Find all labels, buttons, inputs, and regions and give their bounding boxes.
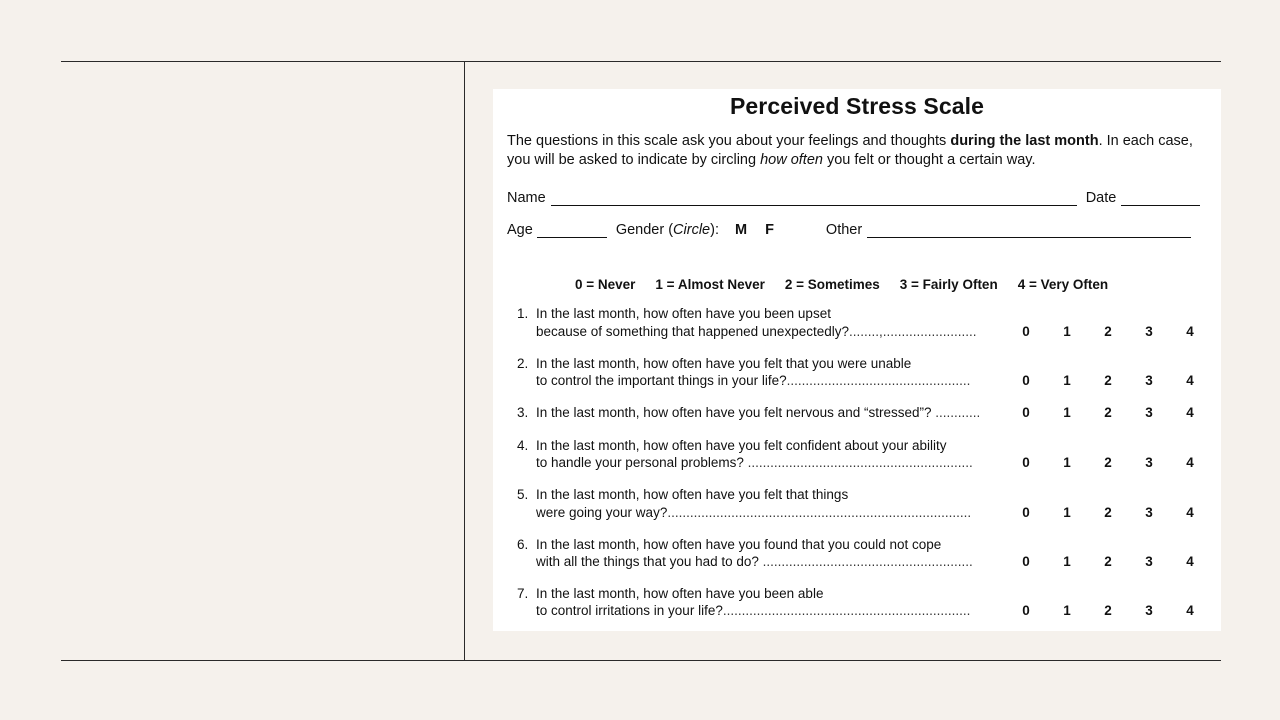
option-0[interactable]: 0 [1022,455,1030,470]
option-1[interactable]: 1 [1063,455,1071,470]
top-rule [61,61,1221,62]
option-4[interactable]: 4 [1186,455,1194,470]
option-0[interactable]: 0 [1022,405,1030,420]
option-2[interactable]: 2 [1104,405,1112,420]
option-2[interactable]: 2 [1104,455,1112,470]
option-3[interactable]: 3 [1145,455,1153,470]
column-divider [464,61,465,661]
legend-item: 1 = Almost Never [655,277,765,292]
option-4[interactable]: 4 [1186,603,1194,618]
option-3[interactable]: 3 [1145,405,1153,420]
legend-item: 3 = Fairly Often [899,277,998,292]
option-2[interactable]: 2 [1104,554,1112,569]
option-4[interactable]: 4 [1186,505,1194,520]
option-4[interactable]: 4 [1186,405,1194,420]
date-label: Date [1085,190,1117,206]
legend-item: 2 = Sometimes [784,277,880,292]
legend-item: 0 = Never [575,277,636,292]
response-options [1019,405,1197,420]
option-3[interactable]: 3 [1145,603,1153,618]
name-field[interactable] [551,191,1077,206]
option-4[interactable]: 4 [1186,373,1194,388]
age-field[interactable] [537,223,607,238]
date-field[interactable] [1121,191,1200,206]
name-date-row [507,190,1207,206]
option-0[interactable]: 0 [1022,603,1030,618]
option-2[interactable]: 2 [1104,324,1112,339]
gender-f-option[interactable]: F [765,222,774,238]
scale-legend [575,277,1128,292]
gender-m-option[interactable]: M [734,222,748,238]
response-options [1019,373,1197,388]
pss-form-image: Perceived Stress Scale The questions in this scale ask you about your feelings and thoughts during the last month. In each case, you will be asked to indicate by circling how often you felt or thought a certain way. Name Date Age Gender (Circle): M F Other 0 = Never 1 = Almost Never 2 = Sometimes 3 = Fairly Often 4 = Very Often 1. In the last month, how often have you been upset because of something that happened unexpectedly?........,......................... 0 1 2 3 4 2. In the last month, how often have you felt that you were unable to control the important things in your life?................................................. 0 1 2 3 4 3. In the last month, how often have you felt nervous and “stressed”? ............ 0 1 2 3 4 4. In the last month, how often have you felt confident about your ability to handle your personal problems? ............................................................ 0 1 2 3 4 5. In the last month, how often have you felt that things were going your way?................................................................................. 0 1 2 3 4 6. In the last month, how often have you found that you could not cope with all the things that you had to do? ........................................................ 0 1 2 3 4 7. In the last month, how often have you been able to control irritations in your life?.................................................................. 0 1 2 3 4 [493,89,1221,631]
option-2[interactable]: 2 [1104,373,1112,388]
option-0[interactable]: 0 [1022,505,1030,520]
option-0[interactable]: 0 [1022,324,1030,339]
age-label: Age [507,222,533,238]
option-4[interactable]: 4 [1186,324,1194,339]
response-options [1019,455,1197,470]
option-3[interactable]: 3 [1145,505,1153,520]
legend-item: 4 = Very Often [1017,277,1109,292]
response-options [1019,505,1197,520]
option-1[interactable]: 1 [1063,554,1071,569]
option-1[interactable]: 1 [1063,505,1071,520]
option-0[interactable]: 0 [1022,554,1030,569]
gender-label: Gender (Circle): [615,222,719,238]
option-1[interactable]: 1 [1063,603,1071,618]
bottom-rule [61,660,1221,661]
name-label: Name [507,190,546,206]
option-3[interactable]: 3 [1145,373,1153,388]
option-3[interactable]: 3 [1145,324,1153,339]
other-label: Other [825,222,863,238]
option-2[interactable]: 2 [1104,603,1112,618]
option-1[interactable]: 1 [1063,373,1071,388]
response-options [1019,554,1197,569]
response-options [1019,603,1197,618]
option-1[interactable]: 1 [1063,405,1071,420]
response-options [1019,324,1197,339]
option-3[interactable]: 3 [1145,554,1153,569]
age-gender-row [507,222,1211,238]
option-4[interactable]: 4 [1186,554,1194,569]
option-1[interactable]: 1 [1063,324,1071,339]
other-field[interactable] [867,223,1191,238]
form-title: Perceived Stress Scale [729,93,985,119]
form-instructions: The questions in this scale ask you about your feelings and thoughts during the last month. In each case, you will be asked to indicate by circling how often you felt or thought a certain way. [507,133,1193,168]
option-0[interactable]: 0 [1022,373,1030,388]
option-2[interactable]: 2 [1104,505,1112,520]
